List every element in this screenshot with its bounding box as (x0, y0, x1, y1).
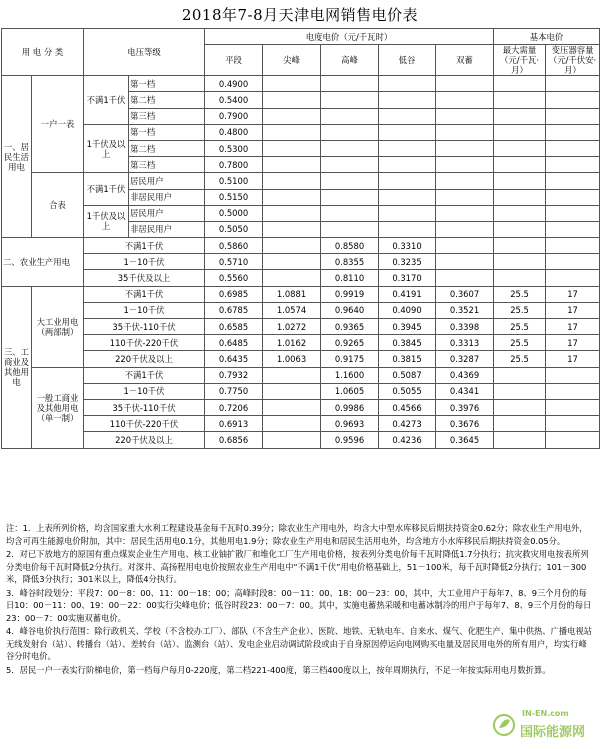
user-type-label: 非居民用户 (129, 221, 205, 237)
price-double: 0.3398 (436, 319, 494, 335)
price-transformer: 17 (546, 302, 600, 318)
voltage-label: 35千伏-110千伏 (84, 399, 205, 415)
note-item: 注：1．上表所列价格，均含国家重大水利工程建设基金每千瓦时0.39分；除农业生产用电外，均含大中型水库移民后期扶持资金0.62分；除农业生产用电外，均含可再生能源电价附加，其中：居民生活用电0.1分，其他用电1.9分；除农业生产用电和居民生活用电外，均含地方小水库移民后期扶持资金0.05分。 (6, 523, 588, 546)
group-agriculture: 二、农业生产用电 (2, 238, 84, 287)
note-item: 4．峰谷电价执行范围：除行政机关、学校（不含校办工厂）、部队（不含生产企业）、医院、地铁、无轨电车、自来水、煤气、化肥生产、集中供热、广播电视站无线发射台（站）、转播台（站）、差转台（站）、监测台（站）、发电企业启动调试阶段或由于自身原因停运向电网购买电量及居民用电外的所有用户，均实行峰谷分时电价。 (6, 626, 593, 661)
voltage-label: 1－10千伏 (84, 254, 205, 270)
price-flat: 0.6856 (205, 432, 263, 448)
price-high: 0.9693 (321, 416, 379, 432)
notes-section (6, 522, 594, 677)
price-valley: 0.5087 (379, 367, 436, 383)
price-peak: 1.0063 (263, 351, 321, 367)
price-valley: 0.3845 (379, 335, 436, 351)
user-type-label: 非居民用户 (129, 189, 205, 205)
tariff-table (1, 28, 600, 449)
voltage-label: 220千伏及以上 (84, 432, 205, 448)
header-voltage: 电压等级 (84, 29, 205, 76)
price-double: 0.3645 (436, 432, 494, 448)
header-flat: 平段 (205, 45, 263, 76)
price-double: 0.3287 (436, 351, 494, 367)
price-flat: 0.7900 (205, 108, 263, 124)
user-type-label: 居民用户 (129, 173, 205, 189)
header-double: 双蓄 (436, 45, 494, 76)
price-flat: 0.6985 (205, 286, 263, 302)
price-double: 0.3313 (436, 335, 494, 351)
page-title: 2018年7-8月天津电网销售电价表 (181, 6, 419, 24)
price-flat: 0.5560 (205, 270, 263, 286)
user-type-label: 居民用户 (129, 205, 205, 221)
price-demand: 25.5 (494, 319, 546, 335)
price-double: 0.4341 (436, 383, 494, 399)
price-high: 0.9986 (321, 399, 379, 415)
leaf-logo-icon (492, 713, 516, 737)
price-double: 0.3976 (436, 399, 494, 415)
header-peak: 尖峰 (263, 45, 321, 76)
tier-label: 第二档 (129, 92, 205, 108)
price-flat: 0.5000 (205, 205, 263, 221)
price-flat: 0.7800 (205, 157, 263, 173)
price-flat: 0.5150 (205, 189, 263, 205)
price-flat: 0.7750 (205, 383, 263, 399)
price-transformer: 17 (546, 335, 600, 351)
price-valley: 0.3310 (379, 238, 436, 254)
tier-label: 第一档 (129, 76, 205, 92)
price-high: 0.9175 (321, 351, 379, 367)
price-valley: 0.3815 (379, 351, 436, 367)
price-flat: 0.5710 (205, 254, 263, 270)
group-residential: 一、居民生活用电 (2, 76, 32, 238)
header-category: 用 电 分 类 (2, 29, 84, 76)
voltage-label: 不满1千伏 (84, 367, 205, 383)
voltage-label: 1－10千伏 (84, 302, 205, 318)
header-valley: 低谷 (379, 45, 436, 76)
price-high: 1.0605 (321, 383, 379, 399)
watermark-domain: IN-EN.com (522, 709, 569, 718)
voltage-over-1kv: 1千伏及以上 (84, 205, 129, 237)
header-transformer: 变压器容量（元/千伏安·月） (546, 45, 600, 76)
price-transformer: 17 (546, 286, 600, 302)
group-one-household: 一户一表 (32, 76, 84, 173)
price-valley: 0.3170 (379, 270, 436, 286)
price-flat: 0.7932 (205, 367, 263, 383)
group-commercial: 三、工商业及其他用电 (2, 286, 32, 448)
voltage-label: 35千伏-110千伏 (84, 319, 205, 335)
price-flat: 0.5050 (205, 221, 263, 237)
tier-label: 第三档 (129, 108, 205, 124)
price-double: 0.3521 (436, 302, 494, 318)
price-high: 0.9596 (321, 432, 379, 448)
price-transformer: 17 (546, 319, 600, 335)
price-peak: 1.0162 (263, 335, 321, 351)
price-high: 0.8580 (321, 238, 379, 254)
price-high: 0.9365 (321, 319, 379, 335)
watermark-name: 国际能源网 (520, 725, 586, 740)
price-flat: 0.5400 (205, 92, 263, 108)
price-double: 0.3607 (436, 286, 494, 302)
price-flat: 0.6913 (205, 416, 263, 432)
price-flat: 0.5860 (205, 238, 263, 254)
price-valley: 0.4273 (379, 416, 436, 432)
group-large-industry: 大工业用电（两部制） (32, 286, 84, 367)
voltage-label: 35千伏及以上 (84, 270, 205, 286)
price-high: 0.9640 (321, 302, 379, 318)
price-valley: 0.3235 (379, 254, 436, 270)
price-demand: 25.5 (494, 302, 546, 318)
tier-label: 第二档 (129, 140, 205, 156)
price-high: 0.9265 (321, 335, 379, 351)
price-transformer: 17 (546, 351, 600, 367)
price-flat: 0.6785 (205, 302, 263, 318)
voltage-under-1kv: 不满1千伏 (84, 173, 129, 205)
price-valley: 0.4566 (379, 399, 436, 415)
price-demand: 25.5 (494, 335, 546, 351)
voltage-under-1kv: 不满1千伏 (84, 76, 129, 125)
price-high: 0.9919 (321, 286, 379, 302)
voltage-over-1kv: 1千伏及以上 (84, 124, 129, 173)
price-high: 0.8110 (321, 270, 379, 286)
group-general-commercial: 一般工商业及其他用电（单一制） (32, 367, 84, 448)
price-peak: 1.0272 (263, 319, 321, 335)
price-demand: 25.5 (494, 351, 546, 367)
watermark (492, 709, 592, 743)
price-flat: 0.4800 (205, 124, 263, 140)
price-high: 1.1600 (321, 367, 379, 383)
voltage-label: 110千伏-220千伏 (84, 416, 205, 432)
price-valley: 0.3945 (379, 319, 436, 335)
price-double: 0.4369 (436, 367, 494, 383)
price-flat: 0.7206 (205, 399, 263, 415)
voltage-label: 110千伏-220千伏 (84, 335, 205, 351)
price-high: 0.8355 (321, 254, 379, 270)
note-item: 5．居民一户一表实行阶梯电价，第一档每户每月0-220度，第二档221-400度，第三档400度以上，按年周期执行，不足一年按实际用电月数折算。 (6, 664, 551, 675)
header-high: 高峰 (321, 45, 379, 76)
price-flat: 0.6585 (205, 319, 263, 335)
header-energy-price: 电度电价（元/千瓦时） (205, 29, 494, 45)
price-flat: 0.6435 (205, 351, 263, 367)
price-flat: 0.5300 (205, 140, 263, 156)
price-valley: 0.4191 (379, 286, 436, 302)
price-flat: 0.6485 (205, 335, 263, 351)
note-item: 3．峰谷时段划分：平段7：00－8：00、11：00－18：00；高峰时段8：00－11：00、18：00－23：00，其中，大工业用户于每年7、8、9三个月份的每日10：00－11：00、19：00－22：00实行尖峰电价；低谷时段23：00－7：00。其中，实施电蓄热采暖和电蓄冰制冷的用户于每年7、8、9三个月份的每日23：00－7：00实施双蓄电价。 (6, 587, 592, 623)
tier-label: 第三档 (129, 157, 205, 173)
price-valley: 0.4090 (379, 302, 436, 318)
price-valley: 0.5055 (379, 383, 436, 399)
header-basic-price: 基本电价 (494, 29, 600, 45)
group-shared-meter: 合表 (32, 173, 84, 238)
price-demand: 25.5 (494, 286, 546, 302)
note-item: 2．对已下放地方的原国有重点煤炭企业生产用电、核工业铀扩散厂和堆化工厂生产用电价格，按表列分类电价每千瓦时降低1.7分执行；抗灾救灾用电按表所列分类电价每千瓦时降低2分执行。对深井、高扬程用电电价按照农业生产用电中“不满1千伏”用电价格基础上，51－100米，每千瓦时降低2分执行；101－300米，降低3分执行；301米以上，降低4分执行。 (6, 549, 589, 584)
tier-label: 第一档 (129, 124, 205, 140)
voltage-label: 不满1千伏 (84, 238, 205, 254)
price-peak: 1.0881 (263, 286, 321, 302)
price-flat: 0.5100 (205, 173, 263, 189)
voltage-label: 1－10千伏 (84, 383, 205, 399)
price-valley: 0.4236 (379, 432, 436, 448)
voltage-label: 220千伏及以上 (84, 351, 205, 367)
voltage-label: 不满1千伏 (84, 286, 205, 302)
price-flat: 0.4900 (205, 76, 263, 92)
price-double: 0.3676 (436, 416, 494, 432)
price-peak: 1.0574 (263, 302, 321, 318)
header-max-demand: 最大需量（元/千瓦·月） (494, 45, 546, 76)
